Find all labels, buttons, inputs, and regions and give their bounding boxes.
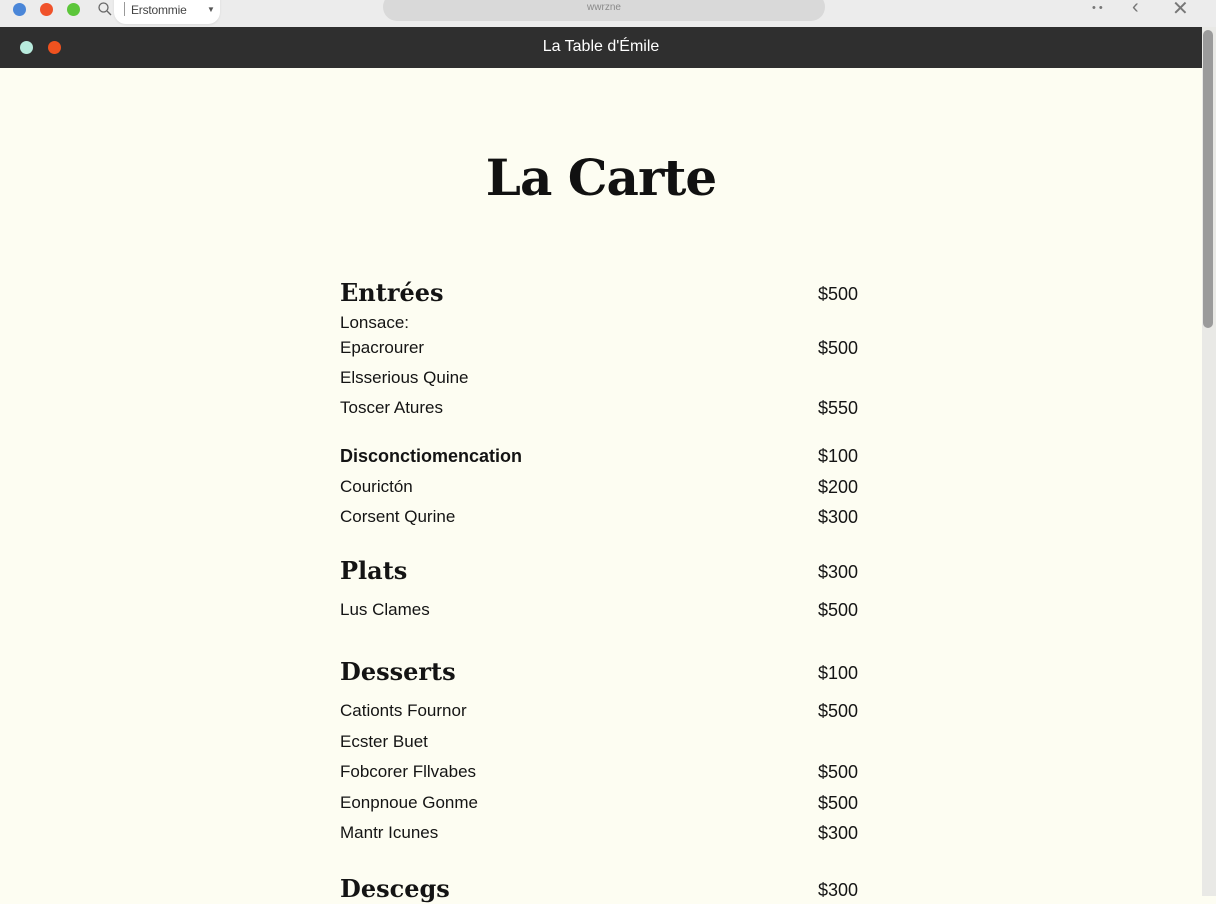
menu-item-name: Mantr Icunes	[340, 823, 439, 842]
menu-item	[340, 398, 860, 428]
menu-item-price: $500	[817, 793, 858, 813]
menu-section-heading	[340, 278, 860, 308]
section-title: Descegs	[340, 874, 450, 903]
menu-item	[340, 600, 860, 630]
menu-item-price: $550	[817, 398, 858, 418]
section-title: Entrées	[340, 278, 444, 307]
menu-item-name: Cationts Fournor	[340, 701, 467, 720]
menu-item	[340, 701, 860, 731]
address-bar[interactable]	[383, 0, 825, 21]
browser-toolbar	[0, 0, 1216, 27]
menu-item-price: $500	[817, 338, 858, 358]
menu-item	[340, 762, 860, 792]
menu-item-price: $500	[817, 284, 858, 304]
menu-item	[340, 823, 860, 853]
scrollbar-thumb[interactable]	[1203, 30, 1213, 328]
menu-item-price: $300	[817, 880, 858, 900]
section-title: Desserts	[340, 657, 456, 686]
menu-item-name: Toscer Atures	[340, 398, 443, 417]
menu-item-name: Eonpnoue Gonme	[340, 793, 478, 812]
menu-item-price: $500	[817, 600, 858, 620]
menu-item-price: $500	[817, 701, 858, 721]
menu-item-price: $100	[817, 446, 858, 466]
menu-item-name: Fobcorer Fllvabes	[340, 762, 477, 781]
more-icon[interactable]: • •	[1092, 2, 1103, 14]
search-select-value: Erstommie	[131, 3, 187, 17]
divider	[124, 2, 125, 16]
menu-item-name: Lonsace:	[340, 313, 409, 332]
search-select[interactable]	[114, 0, 220, 24]
menu-subheading	[340, 446, 860, 476]
menu-item-name: Lus Clames	[340, 600, 430, 619]
app-title-bar	[0, 27, 1202, 68]
menu-item-price: $300	[817, 823, 858, 843]
address-bar-text: wwrzne	[587, 2, 621, 13]
menu-item-price: $300	[817, 507, 858, 527]
window-close-dot[interactable]	[40, 3, 53, 16]
menu-item-price: $500	[817, 762, 858, 782]
section-title: Plats	[340, 556, 408, 585]
chevron-down-icon: ▼	[207, 5, 215, 14]
menu-section-heading	[340, 874, 860, 904]
close-icon[interactable]: ✕	[1172, 0, 1189, 20]
menu-item	[340, 477, 860, 507]
menu-item-name: Courictón	[340, 477, 413, 496]
window-zoom-dot[interactable]	[67, 3, 80, 16]
menu-item-name: Elsserious Quine	[340, 368, 469, 387]
menu-item-name: Ecster Buet	[340, 732, 428, 751]
menu-item-name: Disconctiomencation	[340, 446, 523, 466]
menu-item	[340, 338, 860, 368]
menu-item-price: $300	[817, 562, 858, 582]
menu-item	[340, 793, 860, 823]
menu-section-heading	[340, 556, 860, 586]
menu-item	[340, 507, 860, 537]
menu-item-price: $200	[817, 477, 858, 497]
menu-section-heading	[340, 657, 860, 687]
window-dot-blue[interactable]	[13, 3, 26, 16]
menu-item	[340, 732, 860, 762]
menu-item-name: Corsent Qurine	[340, 507, 456, 526]
menu-item-price: $100	[817, 663, 858, 683]
search-icon[interactable]	[97, 1, 113, 17]
menu-item	[340, 368, 860, 398]
app-title: La Table d'Émile	[542, 38, 660, 55]
menu-item-name: Epacrourer	[340, 338, 425, 357]
page-title: La Carte	[485, 148, 717, 207]
back-icon[interactable]: ‹	[1132, 0, 1139, 18]
